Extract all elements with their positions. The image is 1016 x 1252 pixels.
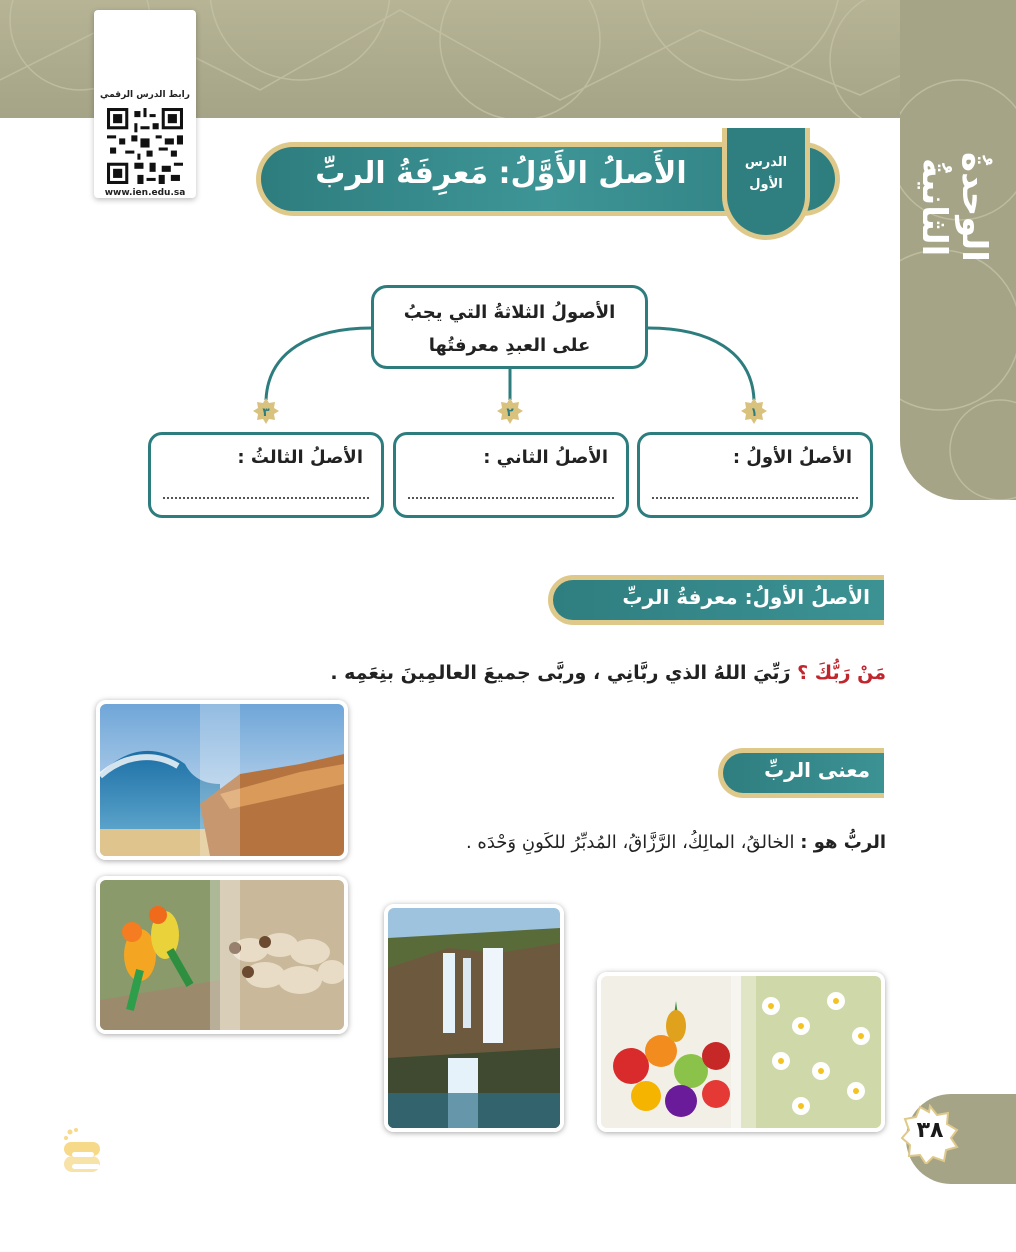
page-number: ٣٨ — [916, 1118, 944, 1143]
badge-three-number: ٣ — [262, 405, 270, 419]
concept-box-second-title: الأصلُ الثاني : — [483, 447, 608, 468]
concept-box-second — [393, 432, 629, 518]
concept-box-first-title: الأصلُ الأولُ : — [732, 447, 852, 468]
badge-two-icon — [497, 398, 523, 424]
section-title-meaning: معنى الربِّ — [764, 758, 870, 782]
badge-one-number: ١ — [750, 405, 758, 419]
definition-line — [466, 832, 886, 853]
concept-box-first — [637, 432, 873, 518]
qr-url[interactable]: www.ien.edu.sa — [104, 188, 186, 198]
section-header-meaning — [718, 748, 884, 798]
parrots-sheep-photo — [96, 876, 348, 1034]
concept-map-main-line2: على العبدِ معرفتُها — [428, 335, 591, 356]
answer-blank-first[interactable] — [652, 491, 858, 499]
answer-text: رَبِّيَ اللهُ الذي ربَّانِي ، وربَّى جميعَ العالمِينَ بنِعَمِه . — [330, 662, 791, 684]
badge-three-icon — [253, 398, 279, 424]
question-answer-line — [330, 662, 886, 684]
publisher-logo-icon — [60, 1126, 106, 1182]
badge-one-icon — [741, 398, 767, 424]
concept-map-main-node — [371, 285, 648, 369]
question-text: مَنْ رَبُّكَ ؟ — [797, 662, 886, 684]
concept-box-third-title: الأصلُ الثالثُ : — [237, 447, 363, 468]
definition-text: الخالقُ، المالِكُ، الرَّزَّاقُ، المُدبِّرُ للكَونِ وَحْدَه . — [465, 832, 795, 853]
section-header-first-principle — [548, 575, 884, 625]
waterfall-photo — [384, 904, 564, 1132]
lesson-tab-label: الدرس — [744, 155, 788, 170]
answer-blank-second[interactable] — [408, 491, 614, 499]
lesson-tab-number: الأول — [749, 177, 783, 192]
fruits-flowers-photo — [597, 972, 885, 1132]
definition-term: الربُّ هو : — [800, 832, 886, 853]
answer-blank-third[interactable] — [163, 491, 369, 499]
sea-desert-photo — [96, 700, 348, 860]
concept-box-third — [148, 432, 384, 518]
unit-title: الوحدةُ الثانيةُ — [914, 152, 994, 262]
section-title-first-principle: الأصلُ الأولُ: معرفةُ الربِّ — [622, 585, 870, 609]
qr-label: رابط الدرس الرقمي — [100, 90, 190, 100]
badge-two-number: ٢ — [506, 405, 514, 419]
concept-map-main-line1: الأصولُ الثلاثةُ التي يجبُ — [403, 302, 616, 323]
concept-map-connectors — [0, 0, 1016, 440]
lesson-title: الأَصلُ الأَوَّلُ: مَعرِفَةُ الربِّ — [315, 156, 687, 191]
